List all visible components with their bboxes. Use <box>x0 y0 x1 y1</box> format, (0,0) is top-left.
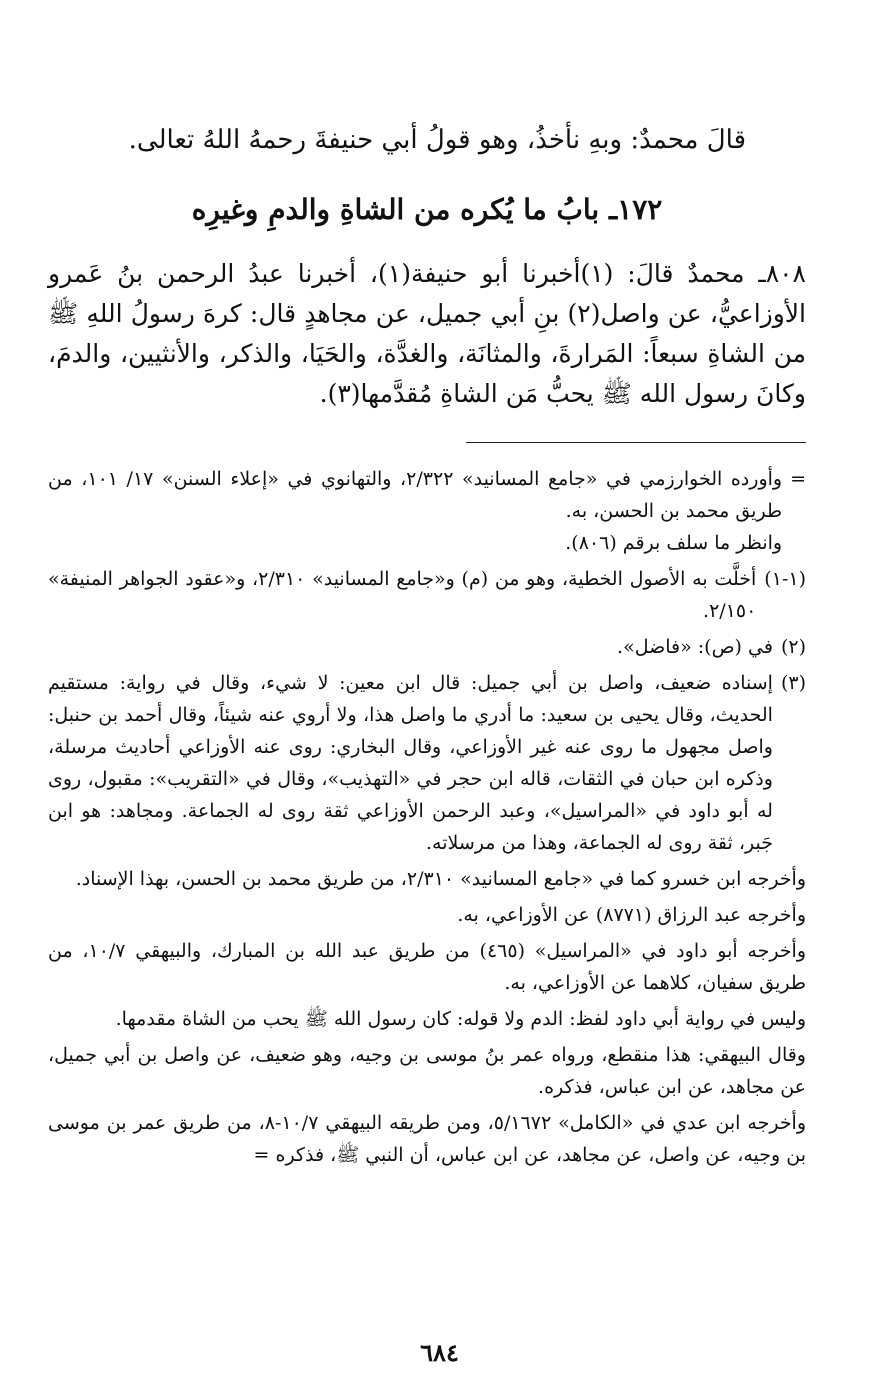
footnote-line: وانظر ما سلف برقم (٨٠٦). <box>565 532 783 554</box>
footnote-paragraph: وأخرجه عبد الرزاق (٨٧٧١) عن الأوزاعي، به. <box>457 904 806 926</box>
book-page <box>48 108 806 1378</box>
chapter-title: ١٧٢ـ بابُ ما يُكره من الشاةِ والدمِ وغيرِه <box>191 193 663 226</box>
footnote-body <box>48 631 773 663</box>
footnote-continued <box>48 463 806 559</box>
footnote-paragraph: وقال البيهقي: هذا منقطع، ورواه عمر بنُ موسى بن وجيه، وهو ضعيف، عن واصل بن أبي جميل، عن مجاهد، عن ابن عباس، فذكره. <box>48 1044 806 1098</box>
footnote-marker: (١-١) <box>764 568 806 590</box>
footnote-paragraph: وأخرجه ابن عدي في «الكامل» ٥/١٦٧٢، ومن طريقه البيهقي ١٠/٧-٨، من طريق عمر بن موسى بن وجيه، عن واصل، عن مجاهد، عن ابن عباس، أن النبي ﷺ، فذكره = <box>48 1112 807 1166</box>
footnote-paragraph: وأخرجه ابن خسرو كما في «جامع المسانيد» ٢/٣١٠، من طريق محمد بن الحسن، بهذا الإسناد. <box>75 868 806 890</box>
footnote-2 <box>48 631 806 663</box>
footnote-paragraph: وليس في رواية أبي داود لفظ: الدم ولا قوله: كان رسول الله ﷺ يحب من الشاة مقدمها. <box>115 1008 806 1030</box>
hadith-text: ٨٠٨ـ محمدٌ قالَ: (١)أخبرنا أبو حنيفة(١)، أخبرنا عبدُ الرحمن بنُ عَمرو الأوزاعيُّ، عن واصل(٢) بنِ أبي جميل، عن مجاهدٍ قال: كرهَ رسولُ اللهِ ﷺ من الشاةِ سبعاً: المَرارةَ، والمثانَة، والغدَّة، والحَيَا، والذكر، والأنثيين، والدمَ، وكانَ رسول الله ﷺ يحبُّ مَن الشاةِ مُقدَّمها(٣). <box>48 259 806 408</box>
footnote-line: أخلَّت به الأصول الخطية، وهو من (م) و«جامع المسانيد» ٢/٣١٠، و«عقود الجواهر المنيفة» ٢/١٥٠. <box>48 568 757 622</box>
footnote-paragraph: وأخرجه أبو داود في «المراسيل» (٤٦٥) من طريق عبد الله بن المبارك، والبيهقي ١٠/٧، من طريق سفيان، كلاهما عن الأوزاعي، به. <box>48 940 807 994</box>
footnote-divider <box>466 442 806 443</box>
footnote-line: وأورده الخوارزمي في «جامع المسانيد» ٢/٣٢٢، والتهانوي في «إعلاء السنن» ١٧/ ١٠١، من طريق محمد بن الحسن، به. <box>48 468 783 522</box>
footnote-body <box>48 463 782 559</box>
page-number: ٦٨٤ <box>420 1338 459 1367</box>
footnote-marker: (٢) <box>780 636 806 658</box>
footnote-line: إسناده ضعيف، واصل بن أبي جميل: قال ابن معين: لا شيء، وقال في رواية: مستقيم الحديث، وقال يحيى بن سعيد: ما أدري ما واصل هذا، ولا أروي عنه شيئاً، وقال أحمد بن حنبل: واصل مجهول ما روى عنه غير الأوزاعي، وقال البخاري: روى عنه الأوزاعي أحاديث مرسلة، وذكره ابن حبان في الثقات، قاله ابن حجر في «التهذيب»، وقال في «التقريب»: مقبول، روى له أبو داود في «المراسيل»، وعبد الرحمن الأوزاعي ثقة روى له الجماعة. ومجاهد: هو ابن جَبر، ثقة روى له الجماعة، وهذا من مرسلاته. <box>48 672 773 854</box>
footnote-body <box>48 563 756 627</box>
footnotes <box>48 463 806 1171</box>
footnote-3 <box>48 667 806 859</box>
intro-sentence: قالَ محمدٌ: وبهِ نأخذُ، وهو قولُ أبي حنيفةَ رحمهُ اللهُ تعالى. <box>128 125 746 155</box>
footnote-marker: (٣) <box>780 672 806 694</box>
footnote-line: في (ص): «فاضل». <box>617 636 773 658</box>
footnote-marker: = <box>790 468 806 490</box>
footnote-1-1 <box>48 563 806 627</box>
footnote-body <box>48 667 773 859</box>
